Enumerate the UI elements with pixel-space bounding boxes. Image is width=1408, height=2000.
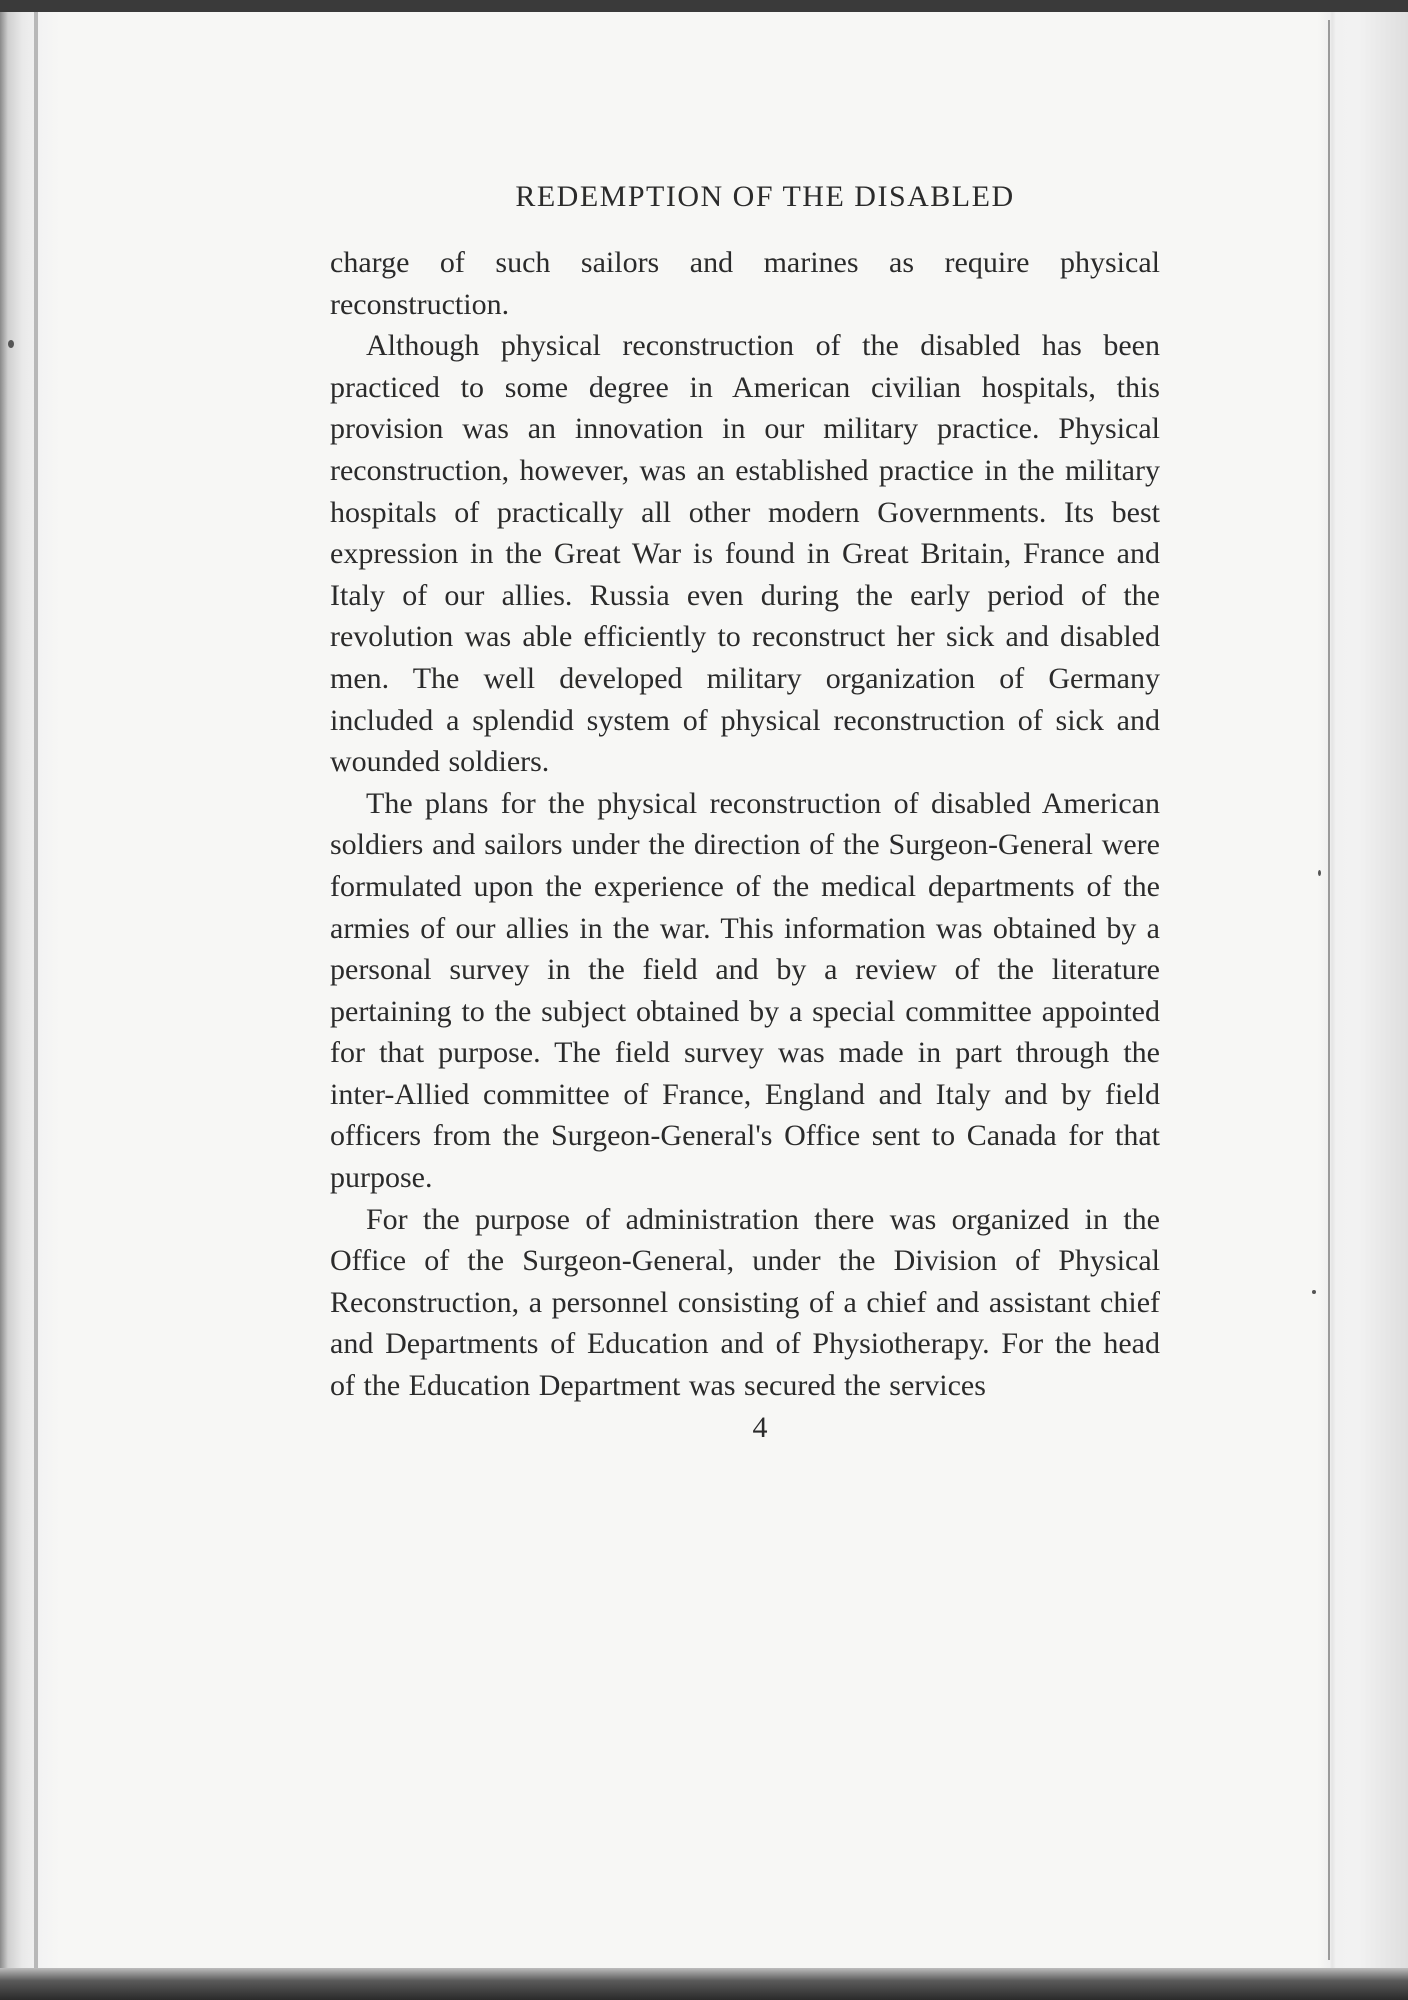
page-number: 4 <box>752 1410 768 1444</box>
paragraph: charge of such sailors and marines as require physical reconstruction. <box>330 246 1160 321</box>
scan-speck <box>1312 1290 1316 1294</box>
paragraph: The plans for the physical reconstruction of disabled American soldiers and sailors under the direction of the Surgeon-General were formulated upon the experience of the medical departments of the armies of our allies in the war. This information was obtained by a personal survey in the field and by a review of the literature pertaining to the subject obtained by a special committee appointed for that purpose. The field survey was made in part through the inter-Allied committee of France, England and Italy and by field officers from the Surgeon-General's Office sent to Canada for that purpose. <box>330 786 1160 1195</box>
paragraph: For the purpose of administration there was organized in the Office of the Surgeon-General, under the Division of Physical Reconstruction, a personnel consisting of a chief and assistant chief and Departments of Education and of Physiotherapy. For the head of the Education Department was secured the services <box>330 1202 1160 1403</box>
scan-speck <box>8 340 14 348</box>
scan-bottom-border <box>0 1968 1408 2000</box>
page-edge-line <box>1328 20 1330 1960</box>
paragraph: Although physical reconstruction of the disabled has been practiced to some degree in American civilian hospitals, this provision was an innovation in our military practice. Physical reconstruction, however, was an established practice in the military hospitals of practically all other modern Governments. Its best expression in the Great War is found in Great Britain, France and Italy of our allies. Russia even during the early period of the revolution was able efficiently to reconstruct her sick and disabled men. The well developed military organization of Germany included a splendid system of physical reconstruction of sick and wounded soldiers. <box>330 329 1160 779</box>
running-head: REDEMPTION OF THE DISABLED <box>515 180 1015 213</box>
book-spine-shadow <box>0 0 60 2000</box>
scan-speck <box>1318 870 1321 876</box>
page-edge-shadow <box>1318 0 1408 2000</box>
scan-top-border <box>0 0 1408 12</box>
spine-edge-line <box>34 0 38 2000</box>
book-page <box>330 180 1160 1445</box>
